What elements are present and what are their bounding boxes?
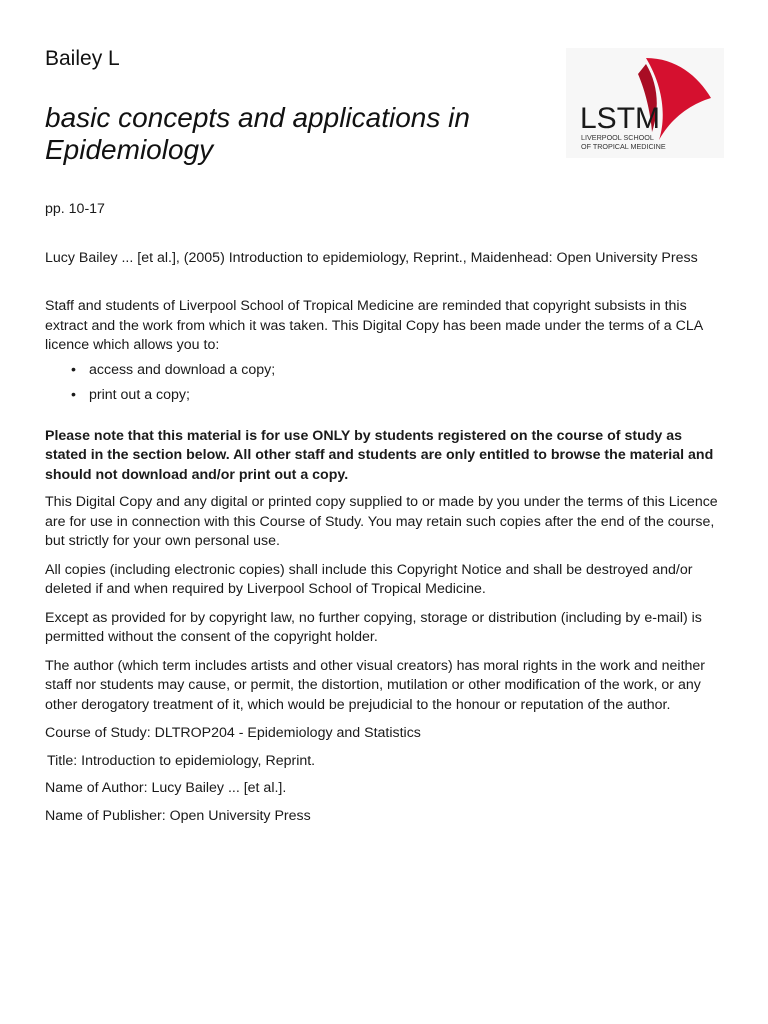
document-title: basic concepts and applications in Epidemiology bbox=[45, 102, 470, 165]
paragraph: The author (which term includes artists and other visual creators) has moral rights in the work and neither staff nor students may cause, or permit, the distortion, mutilation or other modification of the work, or any other derogatory treatment of it, which would be prejudicial to the honour or reputation of the author. bbox=[45, 657, 706, 713]
rights-list bbox=[45, 360, 725, 405]
lstm-logo bbox=[566, 48, 724, 158]
paragraph: This Digital Copy and any digital or printed copy supplied to or made by you under the terms of this Licence are for use in connection with this Course of Study. You may retain such copies after the end of the course, but strictly for your own personal use. bbox=[45, 494, 718, 549]
logo-line2: OF TROPICAL MEDICINE bbox=[581, 142, 666, 151]
logo-wordmark: LSTM bbox=[580, 102, 661, 135]
paragraph: Except as provided for by copyright law, no further copying, storage or distribution (including by e-mail) is permitted without the consent of the copyright holder. bbox=[45, 609, 702, 645]
citation: Lucy Bailey ... [et al.], (2005) Introduction to epidemiology, Reprint., Maidenhead: Open University Press bbox=[45, 249, 698, 266]
usage-warning: Please note that this material is for use ONLY by students registered on the course of study as stated in the section below. All other staff and students are only entitled to browse the material and should not download and/or print out a copy. bbox=[45, 427, 714, 483]
author-name: Name of Author: Lucy Bailey ... [et al.]. bbox=[45, 780, 287, 796]
copyright-notice: Staff and students of Liverpool School of Tropical Medicine are reminded that copyright subsists in this extract and the work from which it was taken. This Digital Copy has been made under the terms of a CLA licence which allows you to: bbox=[45, 298, 703, 353]
course-of-study: Course of Study: DLTROP204 - Epidemiology and Statistics bbox=[45, 725, 421, 741]
list-item: • print out a copy; bbox=[45, 385, 725, 405]
logo-line1: LIVERPOOL SCHOOL bbox=[581, 133, 654, 142]
list-item: • access and download a copy; bbox=[45, 360, 725, 380]
document-body bbox=[45, 200, 725, 834]
paragraph: All copies (including electronic copies) shall include this Copyright Notice and shall be destroyed and/or deleted if and when required by Liverpool School of Tropical Medicine. bbox=[45, 561, 693, 597]
publisher-name: Name of Publisher: Open University Press bbox=[45, 807, 311, 824]
page-range: pp. 10-17 bbox=[45, 201, 105, 217]
lstm-logo-graphic bbox=[566, 48, 724, 158]
author-heading: Bailey L bbox=[45, 47, 120, 70]
work-title: Title: Introduction to epidemiology, Reprint. bbox=[47, 752, 316, 769]
